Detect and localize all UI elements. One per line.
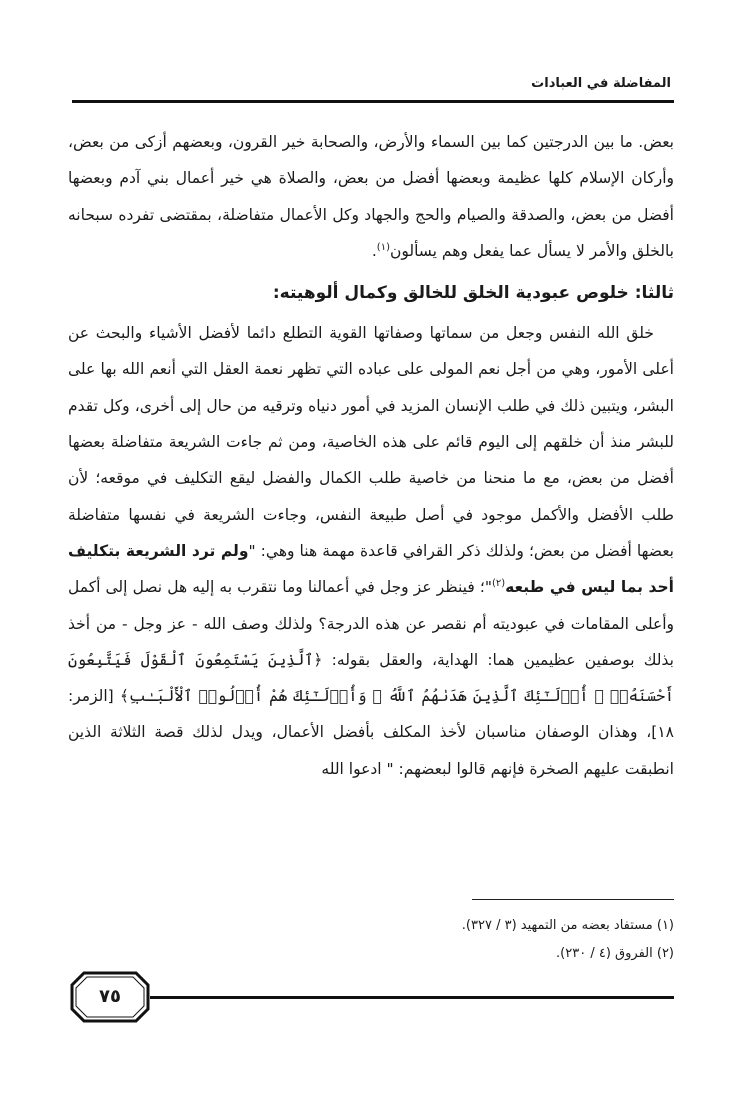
page-body — [68, 124, 674, 787]
footnote-2: (٢) الفروق (٤ / ٢٣٠). — [556, 946, 674, 961]
paragraph-1-end: . — [371, 241, 377, 260]
footnote-separator — [472, 899, 674, 900]
footnote-ref-1[interactable]: (١) — [376, 241, 390, 253]
footnote-ref-2[interactable]: (٢) — [491, 578, 506, 590]
paragraph-1 — [68, 124, 674, 269]
footnote-1: (١) مستفاد بعضه من التمهيد (٣ / ٣٢٧). — [461, 918, 674, 933]
running-title: المفاضلة في العبادات — [531, 76, 671, 91]
page-number-badge — [70, 971, 150, 1023]
quote-bold: ولم ترد الشريعة بتكليف أحد بما ليس في طبعه — [68, 541, 674, 597]
page-number: ٧٥ — [99, 986, 121, 1007]
paragraph-1-text: بعض. ما بين الدرجتين كما بين السماء والأرض، والصحابة خير القرون، وبعضهم أزكى من بعض، وأركان الإسلام كلها عظيمة وبعضها أفضل من بعض، والصلاة هي خير أعمال بني آدم وبعضها أفضل من بعض، والصدقة والصيام والحج والجهاد وكل الأعمال متفاضلة، بمقتضى تفرده سبحانه بالخلق والأمر لا يسأل عما يفعل وهم يسألون — [68, 133, 674, 260]
paragraph-2-text-c: [الزمر: ١٨]، وهذان الوصفان مناسبان لأخذ المكلف بأفضل الأعمال، ويدل لذلك قصة الثلاثة الذين انطبقت عليهم الصخرة فإنهم قالوا لبعضهم: " ادعوا الله — [68, 687, 674, 778]
quran-verse: ﴿ٱلَّذِينَ يَسْتَمِعُونَ ٱلْقَوْلَ فَيَتَّبِعُونَ أَحْسَنَهُۥٓ ۚ أُو۟لَـٰٓئِكَ ٱلَّذِينَ هَدَىٰهُمُ ٱللَّهُ ۖ وَأُو۟لَـٰٓئِكَ هُمْ أُو۟لُوا۟ ٱلْأَلْبَـٰبِ﴾ — [68, 650, 674, 706]
paragraph-2 — [68, 315, 674, 787]
paragraph-2-text-a: خلق الله النفس وجعل من سماتها وصفاتها القوية التطلع دائما لأفضل الأشياء والبحث عن أعلى الأمور، وهي من أجل نعم المولى على عباده التي تظهر نعمة العقل التي أنعم الله بها على البشر، ويتبين ذلك في طلب الإنسان المزيد في أمور دنياه وترقيه من حال إلى أخرى، وكل تقدم للبشر منذ أن خلقهم إلى اليوم قائم على هذه الخاصية، ومن ثم جاءت الشريعة متفاضلة بعضها أفضل من بعض، مع ما منحنا من خاصية طلب الكمال والفضل ليقع التكليف في موقعه؛ لأن طلب الأفضل والأكمل موجود في أصل طبيعة النفس، وجاءت الشريعة في نفسها متفاضلة بعضها أفضل من بعض؛ ولذلك ذكر القرافي قاعدة مهمة هنا وهي: " — [68, 324, 674, 560]
section-heading: ثالثا: خلوص عبودية الخلق للخالق وكمال ألوهيته: — [272, 283, 674, 304]
footnotes — [180, 912, 674, 968]
header-rule — [72, 100, 674, 103]
footer-rule — [150, 996, 674, 999]
paragraph-2-text-b: "؛ فينظر عز وجل في أعمالنا وما نتقرب به إليه هل نصل إلى أكمل وأعلى المقامات في عبوديته أم نقصر عن هذه الدرجة؟ ولذلك وصف الله - عز وجل - من أخذ بذلك بوصفين عظيمين هما: الهداية، والعقل بقوله: — [68, 578, 674, 669]
